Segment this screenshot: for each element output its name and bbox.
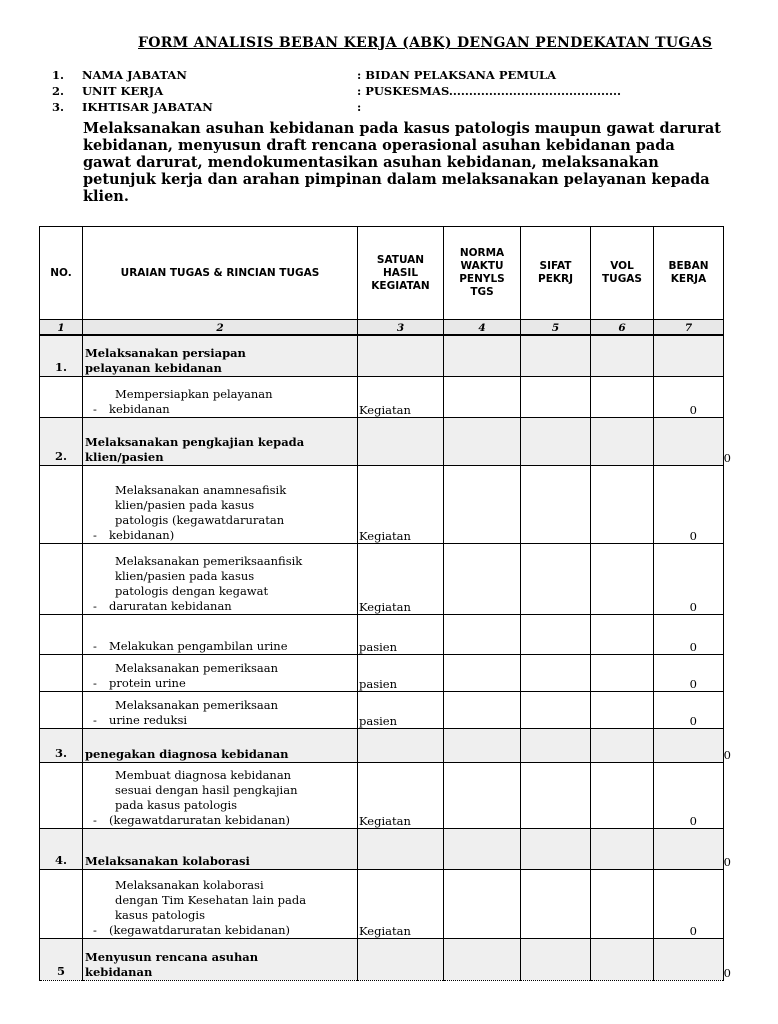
task-row bbox=[40, 543, 724, 614]
header-line: TUGAS bbox=[602, 273, 642, 285]
cell-vol bbox=[591, 465, 654, 543]
section-beban-value: 0 bbox=[723, 965, 731, 980]
header-line: SATUAN bbox=[376, 253, 425, 266]
section-beban-value: 0 bbox=[723, 747, 731, 762]
bullet-dash: - bbox=[93, 922, 97, 937]
form-title: FORM ANALISIS BEBAN KERJA (ABK) DENGAN PENDEKATAN TUGAS bbox=[138, 35, 713, 51]
task-line-last bbox=[83, 402, 357, 417]
bullet-dash: - bbox=[93, 638, 97, 653]
task-line-text: Melakukan pengambilan urine bbox=[109, 638, 288, 653]
bullet-dash: - bbox=[93, 598, 97, 613]
task-line: Melaksanakan pemeriksaanfisik bbox=[115, 553, 303, 568]
task-line: klien/pasien pada kasus bbox=[115, 568, 255, 583]
bullet-dash: - bbox=[93, 675, 97, 690]
meta-label: IKHTISAR JABATAN bbox=[82, 100, 213, 114]
cell-sifat bbox=[521, 335, 591, 376]
section-beban bbox=[654, 938, 731, 980]
cell-vol bbox=[591, 691, 654, 728]
cell-no bbox=[40, 762, 83, 828]
header-line: WAKTU bbox=[460, 260, 504, 272]
section-title bbox=[83, 417, 358, 465]
task-satuan: pasien bbox=[358, 691, 444, 728]
column-number: 4 bbox=[444, 320, 521, 336]
column-number: 3 bbox=[358, 320, 444, 336]
meta-label: UNIT KERJA bbox=[82, 84, 164, 98]
column-number: 5 bbox=[521, 320, 591, 336]
summary-line: gawat darurat, mendokumentasikan asuhan kebidanan, melaksanakan bbox=[83, 154, 659, 171]
cell-vol bbox=[591, 543, 654, 614]
header-line: PENYLS bbox=[459, 273, 505, 285]
cell-vol bbox=[591, 614, 654, 654]
task-beban: 0 bbox=[654, 543, 724, 614]
cell-sifat bbox=[521, 376, 591, 417]
cell-sifat bbox=[521, 654, 591, 691]
bullet-dash: - bbox=[93, 401, 97, 416]
cell-no bbox=[40, 869, 83, 938]
column-number-row bbox=[40, 320, 724, 336]
section-beban bbox=[654, 828, 731, 869]
cell-vol bbox=[591, 417, 654, 465]
task-beban: 0 bbox=[654, 762, 724, 828]
section-row bbox=[40, 335, 724, 376]
meta-value: : bbox=[357, 100, 362, 114]
task-row bbox=[40, 614, 724, 654]
bullet-dash: - bbox=[93, 712, 97, 727]
section-title bbox=[83, 335, 358, 376]
task-beban: 0 bbox=[654, 691, 724, 728]
cell-sifat bbox=[521, 828, 591, 869]
task-description bbox=[83, 614, 358, 654]
task-description bbox=[83, 543, 358, 614]
section-title-line: kebidanan bbox=[85, 964, 153, 979]
cell-no bbox=[40, 691, 83, 728]
cell-norma bbox=[444, 376, 521, 417]
task-line-text: kebidanan bbox=[109, 401, 170, 416]
task-line: patologis (kegawatdaruratan bbox=[115, 512, 285, 527]
task-description bbox=[83, 869, 358, 938]
header-line: KEGIATAN bbox=[371, 279, 430, 292]
section-number: 2. bbox=[40, 417, 83, 465]
task-beban: 0 bbox=[654, 614, 724, 654]
cell-sifat bbox=[521, 417, 591, 465]
section-title bbox=[83, 728, 358, 762]
cell-satuan bbox=[358, 728, 444, 762]
summary-line: klien. bbox=[83, 188, 129, 205]
task-line: Melaksanakan anamnesafisik bbox=[115, 482, 287, 497]
task-line: sesuai dengan hasil pengkajian bbox=[115, 782, 298, 797]
header-vol bbox=[591, 227, 654, 320]
workload-table bbox=[39, 226, 731, 981]
cell-vol bbox=[591, 869, 654, 938]
task-row bbox=[40, 869, 724, 938]
cell-sifat bbox=[521, 543, 591, 614]
task-description bbox=[83, 465, 358, 543]
section-title-line: klien/pasien bbox=[85, 449, 164, 464]
column-number: 7 bbox=[654, 320, 724, 336]
task-line-last bbox=[83, 528, 357, 543]
task-line: patologis dengan kegawat bbox=[115, 583, 269, 598]
task-satuan: Kegiatan bbox=[358, 869, 444, 938]
section-beban-value: 0 bbox=[723, 450, 731, 465]
section-title-line: Menyusun rencana asuhan bbox=[85, 949, 259, 964]
cell-norma bbox=[444, 614, 521, 654]
task-description bbox=[83, 376, 358, 417]
cell-norma bbox=[444, 465, 521, 543]
cell-norma bbox=[444, 335, 521, 376]
task-line: pada kasus patologis bbox=[115, 797, 238, 812]
cell-norma bbox=[444, 691, 521, 728]
header-satuan bbox=[358, 227, 444, 320]
task-satuan: Kegiatan bbox=[358, 543, 444, 614]
cell-norma bbox=[444, 938, 521, 980]
section-number: 3. bbox=[40, 728, 83, 762]
task-satuan: Kegiatan bbox=[358, 762, 444, 828]
section-title-line: Melaksanakan persiapan bbox=[85, 345, 246, 360]
task-beban: 0 bbox=[654, 869, 724, 938]
task-line: Membuat diagnosa kebidanan bbox=[115, 767, 292, 782]
section-beban bbox=[654, 728, 731, 762]
cell-no bbox=[40, 654, 83, 691]
task-description bbox=[83, 654, 358, 691]
cell-norma bbox=[444, 543, 521, 614]
header-line: PEKRJ bbox=[538, 273, 573, 285]
section-beban bbox=[654, 335, 724, 376]
task-beban: 0 bbox=[654, 654, 724, 691]
cell-sifat bbox=[521, 465, 591, 543]
cell-norma bbox=[444, 728, 521, 762]
meta-number: 1. bbox=[52, 68, 65, 82]
cell-sifat bbox=[521, 762, 591, 828]
section-number: 5 bbox=[40, 938, 83, 980]
header-line: KERJA bbox=[670, 273, 707, 285]
summary-line: kebidanan, menyusun draft rencana operasional asuhan kebidanan pada bbox=[83, 137, 675, 154]
column-number: 1 bbox=[40, 320, 83, 336]
task-line: Melaksanakan pemeriksaan bbox=[115, 660, 279, 675]
section-beban-value: 0 bbox=[723, 854, 731, 869]
header-row bbox=[40, 227, 724, 320]
cell-norma bbox=[444, 869, 521, 938]
section-row bbox=[40, 417, 724, 465]
cell-sifat bbox=[521, 691, 591, 728]
cell-vol bbox=[591, 376, 654, 417]
task-row bbox=[40, 376, 724, 417]
cell-no bbox=[40, 465, 83, 543]
header-line: VOL bbox=[610, 260, 634, 272]
task-line-text: (kegawatdaruratan kebidanan) bbox=[109, 922, 291, 937]
header-line: SIFAT bbox=[539, 260, 572, 272]
cell-sifat bbox=[521, 728, 591, 762]
section-title bbox=[83, 938, 358, 980]
column-number: 2 bbox=[83, 320, 358, 336]
cell-no bbox=[40, 543, 83, 614]
task-line-text: protein urine bbox=[109, 675, 186, 690]
header-norma bbox=[444, 227, 521, 320]
header-line: NORMA bbox=[459, 247, 505, 259]
task-row bbox=[40, 654, 724, 691]
cell-vol bbox=[591, 762, 654, 828]
bullet-dash: - bbox=[93, 527, 97, 542]
section-number: 1. bbox=[40, 335, 83, 376]
meta-value: : BIDAN PELAKSANA PEMULA bbox=[357, 68, 557, 82]
cell-vol bbox=[591, 654, 654, 691]
header-line: HASIL bbox=[382, 266, 419, 279]
cell-no bbox=[40, 376, 83, 417]
task-beban: 0 bbox=[654, 376, 724, 417]
section-title-line: Melaksanakan pengkajian kepada bbox=[85, 434, 305, 449]
task-row bbox=[40, 691, 724, 728]
header-sifat bbox=[521, 227, 591, 320]
task-line: Melaksanakan kolaborasi bbox=[115, 877, 264, 892]
task-satuan: pasien bbox=[358, 654, 444, 691]
section-beban bbox=[654, 417, 731, 465]
cell-norma bbox=[444, 828, 521, 869]
header-uraian: URAIAN TUGAS & RINCIAN TUGAS bbox=[83, 227, 358, 320]
section-row bbox=[40, 728, 724, 762]
task-line-text: (kegawatdaruratan kebidanan) bbox=[109, 812, 291, 827]
header-line: BEBAN bbox=[668, 260, 709, 272]
header-no: NO. bbox=[40, 227, 83, 320]
task-line-text: urine reduksi bbox=[109, 712, 188, 727]
cell-vol bbox=[591, 828, 654, 869]
bullet-dash: - bbox=[93, 812, 97, 827]
cell-satuan bbox=[358, 938, 444, 980]
meta-value: : PUSKESMAS........................................... bbox=[357, 84, 622, 98]
cell-satuan bbox=[358, 417, 444, 465]
task-description bbox=[83, 762, 358, 828]
task-satuan: Kegiatan bbox=[358, 376, 444, 417]
task-beban: 0 bbox=[654, 465, 724, 543]
cell-norma bbox=[444, 654, 521, 691]
header-beban bbox=[654, 227, 724, 320]
task-line: Melaksanakan pemeriksaan bbox=[115, 697, 279, 712]
task-line-text: daruratan kebidanan bbox=[109, 598, 232, 613]
cell-sifat bbox=[521, 614, 591, 654]
section-title-line: pelayanan kebidanan bbox=[85, 360, 222, 375]
cell-no bbox=[40, 614, 83, 654]
meta-label: NAMA JABATAN bbox=[82, 68, 187, 82]
task-row bbox=[40, 465, 724, 543]
cell-vol bbox=[591, 335, 654, 376]
cell-satuan bbox=[358, 828, 444, 869]
task-line: kasus patologis bbox=[115, 907, 205, 922]
cell-vol bbox=[591, 938, 654, 980]
task-row bbox=[40, 762, 724, 828]
task-line-last bbox=[83, 713, 357, 728]
task-line-last bbox=[83, 923, 357, 938]
task-line-last bbox=[83, 639, 357, 654]
section-row bbox=[40, 938, 724, 980]
section-title-line: Melaksanakan kolaborasi bbox=[85, 853, 250, 868]
meta-number: 3. bbox=[52, 100, 65, 114]
cell-norma bbox=[444, 417, 521, 465]
meta-number: 2. bbox=[52, 84, 65, 98]
task-line: Mempersiapkan pelayanan bbox=[115, 386, 273, 401]
section-title bbox=[83, 828, 358, 869]
task-description bbox=[83, 691, 358, 728]
task-line-text: kebidanan) bbox=[109, 527, 175, 542]
column-number: 6 bbox=[591, 320, 654, 336]
cell-norma bbox=[444, 762, 521, 828]
cell-sifat bbox=[521, 938, 591, 980]
task-line: klien/pasien pada kasus bbox=[115, 497, 255, 512]
section-title-line: penegakan diagnosa kebidanan bbox=[85, 746, 289, 761]
cell-sifat bbox=[521, 869, 591, 938]
header-line: TGS bbox=[470, 286, 494, 298]
summary-line: Melaksanakan asuhan kebidanan pada kasus patologis maupun gawat darurat bbox=[83, 120, 721, 137]
task-line-last bbox=[83, 676, 357, 691]
summary-line: petunjuk kerja dan arahan pimpinan dalam melaksanakan pelayanan kepada bbox=[83, 171, 710, 188]
task-satuan: Kegiatan bbox=[358, 465, 444, 543]
task-line: dengan Tim Kesehatan lain pada bbox=[115, 892, 307, 907]
task-satuan: pasien bbox=[358, 614, 444, 654]
task-line-last bbox=[83, 813, 357, 828]
section-row bbox=[40, 828, 724, 869]
section-number: 4. bbox=[40, 828, 83, 869]
cell-vol bbox=[591, 728, 654, 762]
task-line-last bbox=[83, 599, 357, 614]
cell-satuan bbox=[358, 335, 444, 376]
